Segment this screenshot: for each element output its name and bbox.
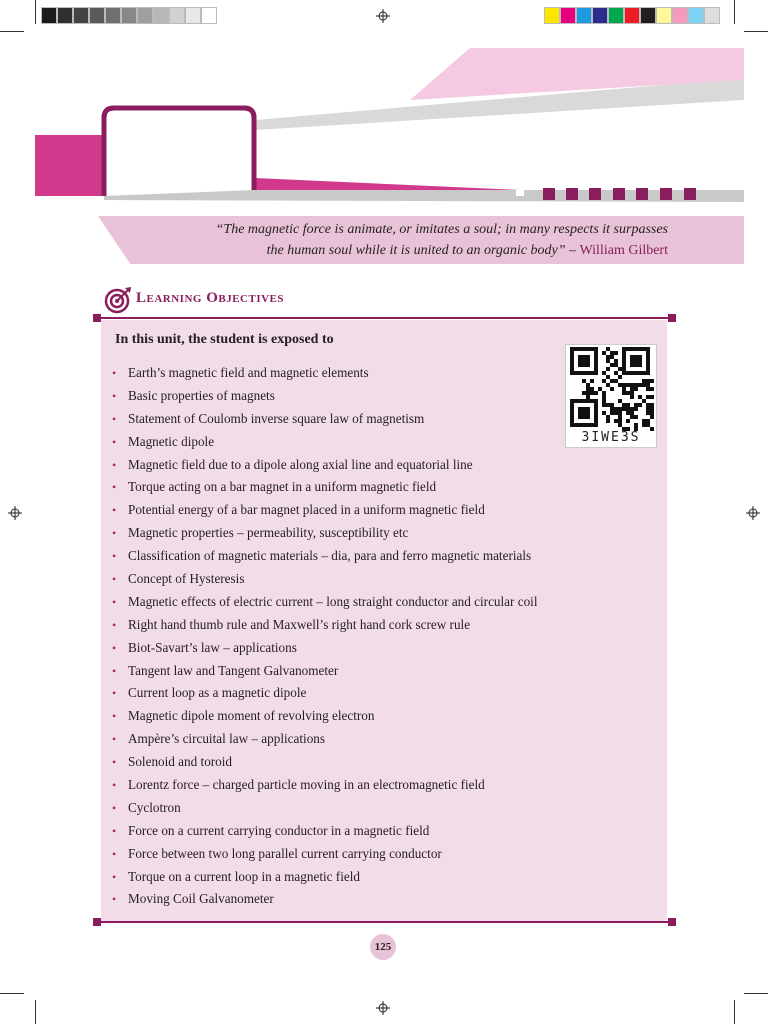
objective-text: Force between two long parallel current carrying conductor	[128, 845, 442, 861]
calibration-swatch	[704, 7, 720, 24]
objective-text: Torque on a current loop in a magnetic field	[128, 868, 360, 884]
crop-mark	[744, 993, 768, 994]
objective-item	[112, 705, 538, 728]
objective-text: Magnetic properties – permeability, susceptibility etc	[128, 525, 409, 541]
crop-mark	[734, 0, 735, 24]
chapter-banner-graphic	[0, 40, 768, 210]
qr-code-text: 3IWE3S	[581, 430, 641, 445]
bullet-icon: •	[112, 892, 117, 907]
rule-end-dot	[93, 918, 101, 926]
objective-text: Magnetic effects of electric current – long straight conductor and circular coil	[128, 593, 538, 609]
page-number: 125	[369, 933, 397, 961]
bullet-icon: •	[112, 594, 117, 609]
crop-mark	[35, 1000, 36, 1024]
objective-item	[112, 362, 538, 385]
objective-item	[112, 797, 538, 820]
objective-text: Basic properties of magnets	[128, 387, 275, 403]
objective-item	[112, 888, 538, 911]
bullet-icon: •	[112, 457, 117, 472]
bullet-icon: •	[112, 480, 117, 495]
bullet-icon: •	[112, 869, 117, 884]
chapter-quote	[108, 219, 668, 261]
bullet-icon: •	[112, 800, 117, 815]
objective-text: Biot-Savart’s law – applications	[128, 639, 297, 655]
crop-mark	[35, 0, 36, 24]
objective-item	[112, 408, 538, 431]
bullet-icon: •	[112, 778, 117, 793]
objective-item	[112, 728, 538, 751]
registration-mark-icon	[746, 506, 760, 520]
objective-text: Magnetic dipole moment of revolving electron	[128, 708, 375, 724]
rule-end-dot	[93, 314, 101, 322]
bullet-icon: •	[112, 549, 117, 564]
bullet-icon: •	[112, 366, 117, 380]
quote-line-2	[108, 240, 668, 261]
objective-item	[112, 476, 538, 499]
calibration-swatch	[105, 7, 121, 24]
bullet-icon: •	[112, 572, 117, 587]
bullet-icon: •	[112, 663, 117, 678]
quote-author: William Gilbert	[579, 243, 668, 258]
grayscale-calibration-strip	[41, 7, 217, 24]
objective-text: Ampère’s circuital law – applications	[128, 731, 326, 747]
bullet-icon: •	[112, 503, 117, 518]
bullet-icon: •	[112, 388, 117, 403]
calibration-swatch	[672, 7, 688, 24]
objective-text: Potential energy of a bar magnet placed in a uniform magnetic field	[128, 502, 485, 518]
objective-text: Magnetic field due to a dipole along axial line and equatorial line	[128, 456, 473, 472]
calibration-swatch	[688, 7, 704, 24]
calibration-swatch	[608, 7, 624, 24]
objective-item	[112, 682, 538, 705]
rule-end-dot	[668, 314, 676, 322]
crop-mark	[0, 993, 24, 994]
quote-dash: –	[565, 243, 580, 258]
calibration-swatch	[121, 7, 137, 24]
objective-item	[112, 568, 538, 591]
bullet-icon: •	[112, 823, 117, 838]
calibration-swatch	[544, 7, 560, 24]
calibration-swatch	[576, 7, 592, 24]
objective-item	[112, 751, 538, 774]
calibration-swatch	[640, 7, 656, 24]
quote-line-1: “The magnetic force is animate, or imitates a soul; in many respects it surpasses	[215, 222, 668, 237]
crop-mark	[734, 1000, 735, 1024]
bullet-icon: •	[112, 755, 117, 770]
objective-text: Classification of magnetic materials – dia, para and ferro magnetic materials	[128, 548, 532, 564]
objective-item	[112, 614, 538, 637]
target-icon	[104, 286, 132, 314]
calibration-swatch	[656, 7, 672, 24]
bullet-icon: •	[112, 617, 117, 632]
registration-mark-icon	[376, 9, 390, 23]
rule-end-dot	[668, 918, 676, 926]
calibration-swatch	[41, 7, 57, 24]
calibration-swatch	[73, 7, 89, 24]
objective-item	[112, 591, 538, 614]
objective-text: Lorentz force – charged particle moving in an electromagnetic field	[128, 777, 485, 793]
calibration-swatch	[89, 7, 105, 24]
registration-mark-icon	[8, 506, 22, 520]
objective-text: Torque acting on a bar magnet in a uniform magnetic field	[128, 479, 437, 495]
bullet-icon: •	[112, 434, 117, 449]
calibration-swatch	[169, 7, 185, 24]
objective-text: Moving Coil Galvanometer	[128, 891, 274, 907]
crop-mark	[744, 31, 768, 32]
registration-mark-icon	[376, 1001, 390, 1015]
calibration-swatch	[624, 7, 640, 24]
objective-text: Magnetic dipole	[128, 433, 215, 449]
crop-mark	[0, 31, 24, 32]
bullet-icon: •	[112, 732, 117, 747]
objective-item	[112, 454, 538, 477]
objectives-intro: In this unit, the student is exposed to	[115, 332, 334, 347]
objective-item	[112, 843, 538, 866]
calibration-swatch	[137, 7, 153, 24]
objective-item	[112, 637, 538, 660]
objective-item	[112, 499, 538, 522]
objective-text: Force on a current carrying conductor in a magnetic field	[128, 822, 430, 838]
color-calibration-strip	[544, 7, 720, 24]
objective-item	[112, 385, 538, 408]
objective-text: Tangent law and Tangent Galvanometer	[128, 662, 339, 678]
bullet-icon: •	[112, 526, 117, 541]
calibration-swatch	[201, 7, 217, 24]
qr-code-icon	[567, 347, 657, 431]
objective-text: Statement of Coulomb inverse square law of magnetism	[128, 410, 425, 426]
bullet-icon: •	[112, 411, 117, 426]
objective-text: Right hand thumb rule and Maxwell’s right hand cork screw rule	[128, 616, 471, 632]
objective-item	[112, 820, 538, 843]
objective-item	[112, 522, 538, 545]
calibration-swatch	[560, 7, 576, 24]
objective-text: Current loop as a magnetic dipole	[128, 685, 307, 701]
objectives-list	[112, 362, 538, 911]
quote-text: the human soul while it is united to an organic body”	[266, 243, 566, 258]
objective-item	[112, 431, 538, 454]
bullet-icon: •	[112, 686, 117, 701]
bullet-icon: •	[112, 709, 117, 724]
calibration-swatch	[57, 7, 73, 24]
calibration-swatch	[185, 7, 201, 24]
calibration-swatch	[153, 7, 169, 24]
objective-text: Cyclotron	[128, 799, 181, 815]
objective-item	[112, 660, 538, 683]
learning-objectives-title: Learning Objectives	[136, 290, 285, 306]
bullet-icon: •	[112, 640, 117, 655]
objective-text: Concept of Hysteresis	[128, 571, 245, 587]
bullet-icon: •	[112, 846, 117, 861]
box-bottom-rule	[97, 921, 673, 923]
box-top-rule	[97, 317, 673, 319]
objective-item	[112, 774, 538, 797]
objective-item	[112, 866, 538, 889]
objective-text: Solenoid and toroid	[128, 754, 233, 770]
objective-item	[112, 545, 538, 568]
calibration-swatch	[592, 7, 608, 24]
objective-text: Earth’s magnetic field and magnetic elements	[128, 365, 369, 380]
